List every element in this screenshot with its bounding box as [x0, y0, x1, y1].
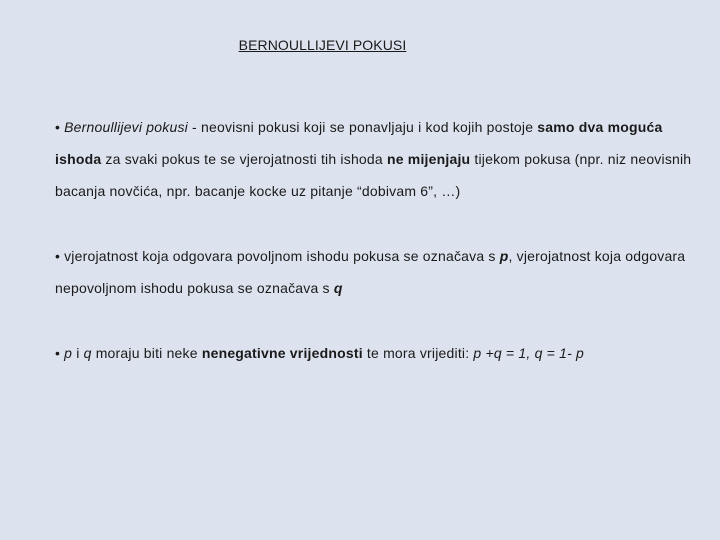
text-segment: tijekom pokusa (npr. niz neovisnih bacanja novčića, npr. bacanje kocke uz pitanje “dobivam 6”, …): [55, 151, 692, 199]
emphasis-samo-dva: samo dva: [537, 119, 604, 135]
text-segment: te mora vrijediti:: [362, 345, 474, 361]
text-segment: i: [72, 345, 84, 361]
paragraph-probabilities: [55, 240, 705, 304]
text-segment: vjerojatnost koja odgovara povoljnom ishodu pokusa se označava s: [64, 248, 500, 264]
bullet-icon: •: [55, 248, 61, 264]
formula: p +q = 1, q = 1- p: [473, 345, 585, 361]
term-bernoulli: Bernoullijevi pokusi: [64, 119, 188, 135]
symbol-p: p: [499, 248, 509, 264]
paragraph-definition: [55, 111, 705, 207]
text-segment: za svaki pokus te se vjerojatnosti tih ishoda: [101, 151, 387, 167]
symbol-p: p: [64, 345, 73, 361]
emphasis-nenegativne: nenegativne vrijednosti: [201, 345, 363, 361]
bullet-icon: •: [55, 345, 61, 361]
emphasis-moguca-ishoda: moguća ishoda: [55, 119, 663, 167]
text-segment: - neovisni pokusi koji se ponavljaju i kod kojih postoje: [187, 119, 538, 135]
paragraph-constraints: [55, 337, 705, 369]
text-segment: , vjerojatnost koja odgovara nepovoljnom ishodu pokusa se označava s: [55, 248, 686, 296]
symbol-q: q: [333, 280, 343, 296]
bullet-icon: •: [55, 119, 61, 135]
emphasis-ne-mijenjaju: ne mijenjaju: [386, 151, 471, 167]
symbol-q: q: [83, 345, 92, 361]
slide-title: BERNOULLIJEVI POKUSI: [238, 37, 407, 53]
text-segment: moraju biti neke: [91, 345, 202, 361]
